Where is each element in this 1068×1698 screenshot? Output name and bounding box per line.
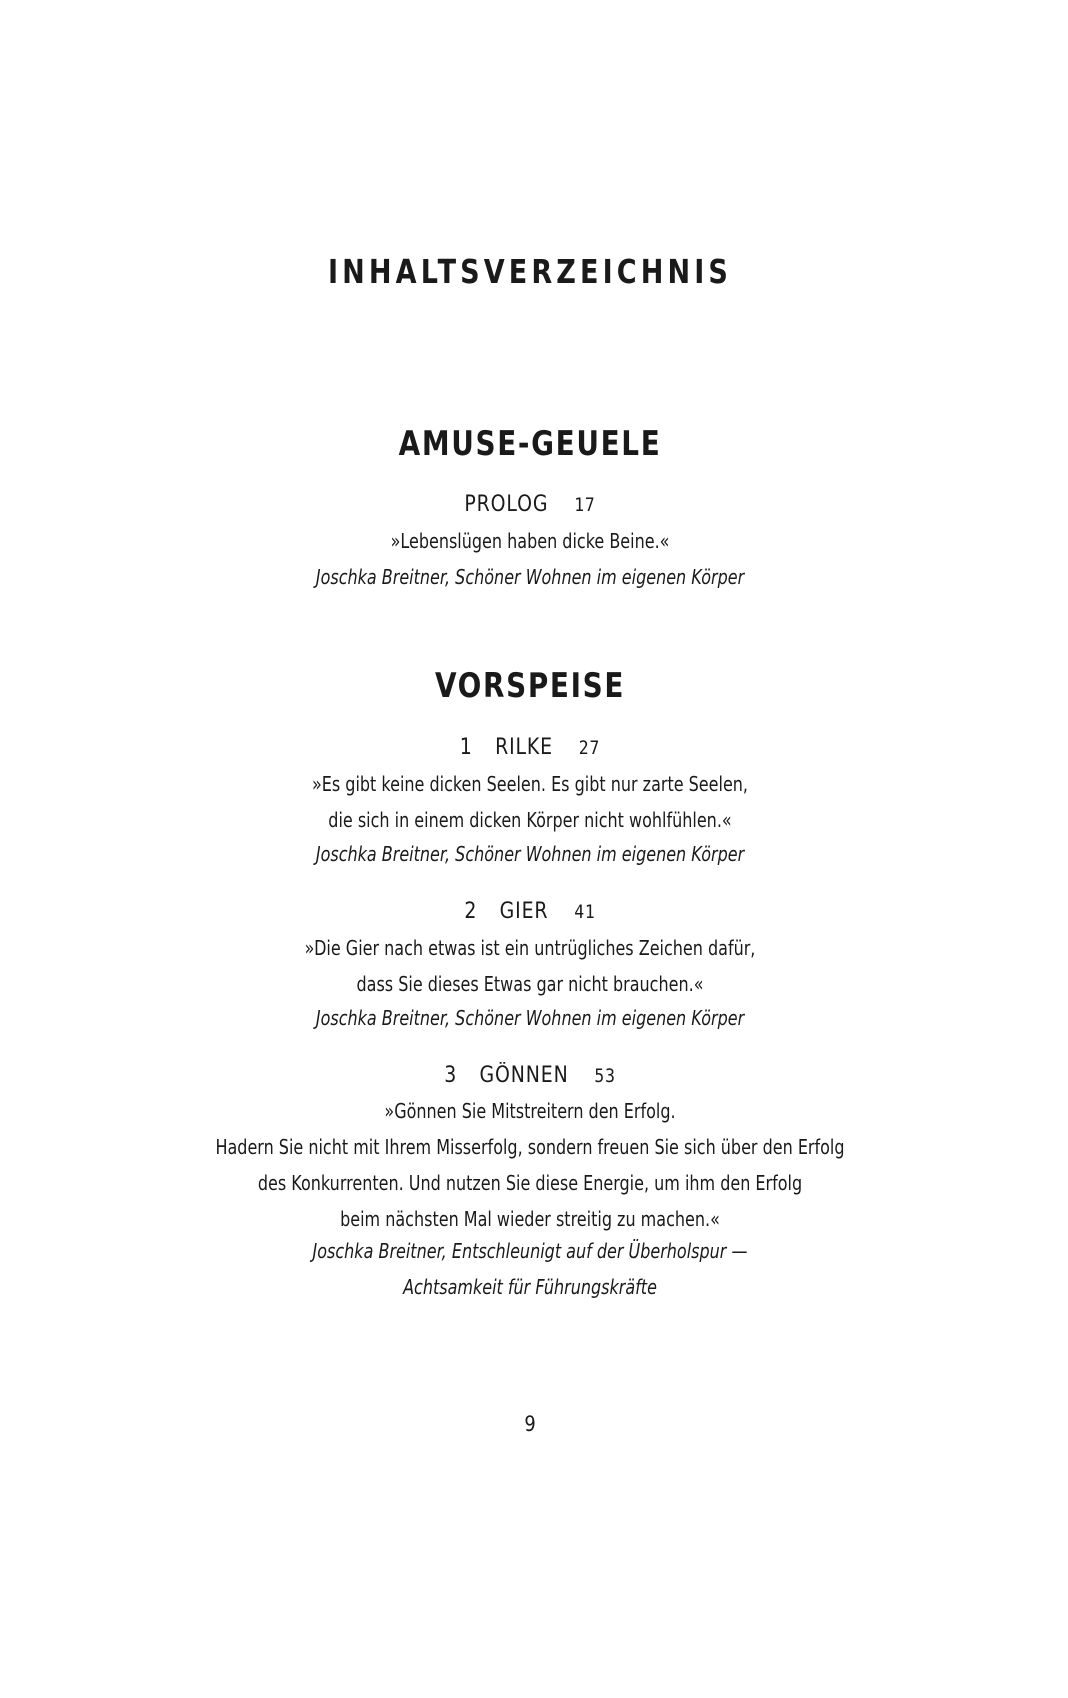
quote-line: »Gönnen Sie Mitstreitern den Erfolg. xyxy=(384,1099,676,1123)
quote-line: die sich in einem dicken Körper nicht wohlfühlen.« xyxy=(328,808,732,832)
quote-source xyxy=(170,1000,890,1036)
chapter-page-number: 53 xyxy=(594,1065,616,1087)
quote-source xyxy=(170,1233,890,1305)
chapter-title: GIER xyxy=(499,899,549,924)
toc-entry-gier xyxy=(143,899,917,924)
chapter-quote xyxy=(170,523,890,559)
quote-line: beim nächsten Mal wieder streitig zu machen.« xyxy=(340,1207,720,1231)
toc-entry-rilke xyxy=(143,735,917,760)
source-line: Achtsamkeit für Führungskräfte xyxy=(403,1275,657,1299)
chapter-quote xyxy=(170,1093,890,1237)
chapter-quote xyxy=(170,766,890,838)
quote-line: »Es gibt keine dicken Seelen. Es gibt nur zarte Seelen, xyxy=(311,772,749,796)
chapter-number: 3 xyxy=(444,1063,458,1088)
quote-line: »Die Gier nach etwas ist ein untrügliches Zeichen dafür, xyxy=(304,936,756,960)
chapter-page-number: 27 xyxy=(578,737,601,759)
quote-line: »Lebenslügen haben dicke Beine.« xyxy=(390,529,670,553)
chapter-title: PROLOG xyxy=(464,492,549,517)
chapter-quote xyxy=(170,930,890,1002)
page-title: INHALTSVERZEICHNIS xyxy=(328,252,732,291)
source-line: Joschka Breitner, Schöner Wohnen im eigenen Körper xyxy=(315,565,745,589)
page-number: 9 xyxy=(524,1412,536,1436)
source-line: Joschka Breitner, Entschleunigt auf der Überholspur — xyxy=(312,1239,748,1263)
chapter-page-number: 41 xyxy=(574,901,596,923)
chapter-number: 1 xyxy=(459,735,473,760)
quote-source xyxy=(170,559,890,595)
quote-line: des Konkurrenten. Und nutzen Sie diese Energie, um ihm den Erfolg xyxy=(257,1171,803,1195)
chapter-title: GÖNNEN xyxy=(479,1063,569,1088)
chapter-page-number: 17 xyxy=(574,494,596,516)
quote-source xyxy=(170,836,890,872)
toc-entry-goennen xyxy=(143,1063,917,1088)
source-line: Joschka Breitner, Schöner Wohnen im eigenen Körper xyxy=(315,842,745,866)
section-heading-amuse-gueule: AMUSE-GEUELE xyxy=(398,424,662,464)
toc-entry-prolog xyxy=(143,492,917,517)
quote-line: Hadern Sie nicht mit Ihrem Misserfolg, sondern freuen Sie sich über den Erfolg xyxy=(215,1135,845,1159)
chapter-title: RILKE xyxy=(495,735,553,760)
chapter-number: 2 xyxy=(464,899,478,924)
quote-line: dass Sie dieses Etwas gar nicht brauchen.« xyxy=(356,972,704,996)
source-line: Joschka Breitner, Schöner Wohnen im eigenen Körper xyxy=(315,1006,745,1030)
section-heading-vorspeise: VORSPEISE xyxy=(434,666,626,706)
